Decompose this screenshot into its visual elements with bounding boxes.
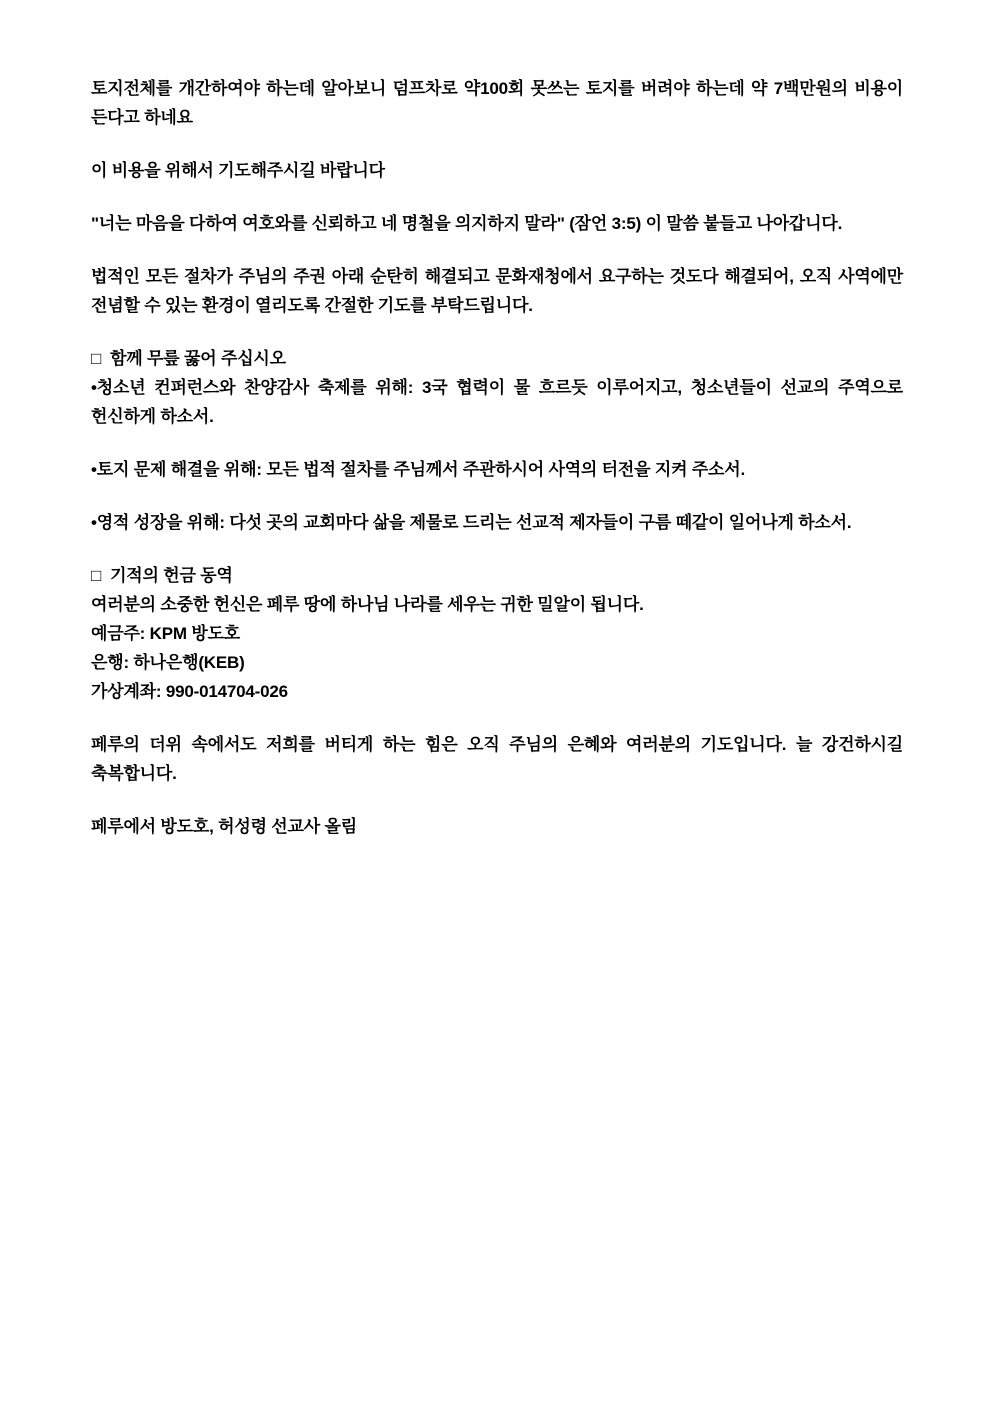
- bullet-icon: •: [91, 513, 97, 532]
- body-paragraph: 이 비용을 위해서 기도해주시길 바랍니다: [91, 161, 385, 180]
- body-paragraph: 법적인 모든 절차가 주님의 주권 아래 순탄히 해결되고 문화재청에서 요구하는 것도다 해결되어, 오직 사역에만 전념할 수 있는 환경이 열리도록 간절한 기도를 부탁드립니다.: [91, 267, 903, 315]
- legal-process-prayer: [91, 262, 903, 320]
- body-paragraph: 가상계좌: 990-014704-026: [91, 682, 288, 701]
- bullet-item: [91, 455, 903, 484]
- bullet-icon: •: [91, 378, 97, 397]
- bullet-icon: •: [91, 460, 97, 479]
- spiritual-growth-prayer: [91, 508, 903, 537]
- bullet-item: [91, 508, 903, 537]
- donation-info-section: [91, 561, 903, 706]
- bullet-item: [91, 373, 903, 431]
- prayer-request-cost: [91, 156, 903, 185]
- paragraph-text: 함께 무릎 꿇어 주십시오: [110, 349, 286, 368]
- signature: [91, 812, 903, 841]
- paragraph-text: 청소년 컨퍼런스와 찬양감사 축제를 위해: 3국 협력이 물 흐르듯 이루어지고, 청소년들이 선교의 주역으로 헌신하게 하소서.: [91, 378, 903, 426]
- kneel-together-section: [91, 344, 903, 431]
- body-paragraph: 페루의 더위 속에서도 저희를 버티게 하는 힘은 오직 주님의 은혜와 여러분의 기도입니다. 늘 강건하시길 축복합니다.: [91, 735, 903, 783]
- section-heading: [91, 561, 903, 590]
- closing-blessing: [91, 730, 903, 788]
- land-issue-prayer: [91, 455, 903, 484]
- section-heading: [91, 344, 903, 373]
- land-clearing-cost: [91, 74, 903, 132]
- body-paragraph: 예금주: KPM 방도호: [91, 624, 241, 643]
- body-paragraph: 은행: 하나은행(KEB): [91, 653, 245, 672]
- paragraph-text: 토지 문제 해결을 위해: 모든 법적 절차를 주님께서 주관하시어 사역의 터전을 지켜 주소서.: [96, 460, 746, 479]
- scripture-quote: [91, 209, 903, 238]
- body-paragraph: 여러분의 소중한 헌신은 페루 땅에 하나님 나라를 세우는 귀한 밀알이 됩니다.: [91, 595, 644, 614]
- paragraph-text: 영적 성장을 위해: 다섯 곳의 교회마다 삶을 제물로 드리는 선교적 제자들이 구름 떼같이 일어나게 하소서.: [96, 513, 852, 532]
- body-paragraph: 토지전체를 개간하여야 하는데 알아보니 덤프차로 약100회 못쓰는 토지를 버려야 하는데 약 7백만원의 비용이 든다고 하네요: [91, 79, 903, 127]
- body-paragraph: "너는 마음을 다하여 여호와를 신뢰하고 네 명철을 의지하지 말라" (잠언 3:5) 이 말씀 붙들고 나아갑니다.: [91, 214, 843, 233]
- paragraph-text: 기적의 헌금 동역: [110, 566, 233, 585]
- checkbox-icon: □: [91, 566, 102, 585]
- signature-line: 페루에서 방도호, 허성령 선교사 올림: [91, 817, 357, 836]
- checkbox-icon: □: [91, 349, 102, 368]
